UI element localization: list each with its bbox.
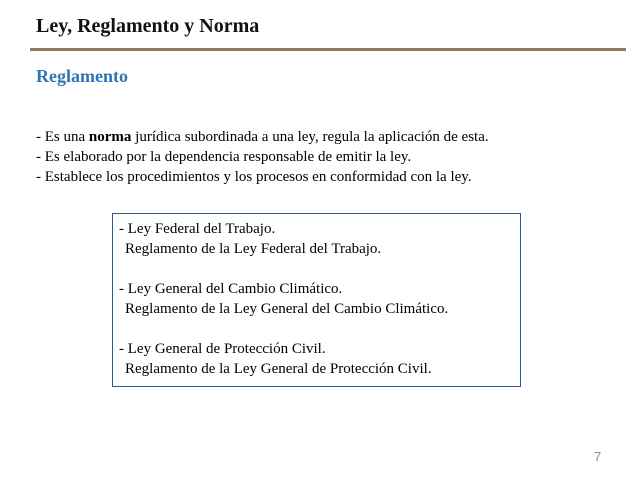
definition-line-1-bold: norma (88, 129, 132, 145)
example-law: - Ley Federal del Trabajo. (119, 221, 276, 237)
example-item-3 (119, 339, 520, 379)
example-item-2 (119, 279, 520, 319)
example-regulation: Reglamento de la Ley General del Cambio Climático. (125, 301, 449, 317)
section-heading: Reglamento (36, 66, 128, 86)
example-regulation: Reglamento de la Ley General de Protección Civil. (125, 361, 432, 377)
example-regulation: Reglamento de la Ley Federal del Trabajo. (125, 241, 382, 257)
definition-line-1-suffix: jurídica subordinada a una ley, regula la aplicación de esta. (131, 129, 489, 145)
title-divider (30, 48, 626, 51)
definition-line-2: - Es elaborado por la dependencia responsable de emitir la ley. (36, 149, 412, 165)
definition-list (36, 127, 489, 187)
definition-line-1-prefix: - Es una (36, 129, 89, 145)
definition-line-1 (36, 127, 489, 147)
examples-box (112, 213, 521, 387)
example-law: - Ley General de Protección Civil. (119, 341, 326, 357)
page-number: 7 (594, 449, 602, 464)
example-law: - Ley General del Cambio Climático. (119, 281, 343, 297)
example-item-1 (119, 219, 520, 259)
definition-line-3: - Establece los procedimientos y los procesos en conformidad con la ley. (36, 169, 472, 185)
slide-title: Ley, Reglamento y Norma (36, 15, 260, 37)
